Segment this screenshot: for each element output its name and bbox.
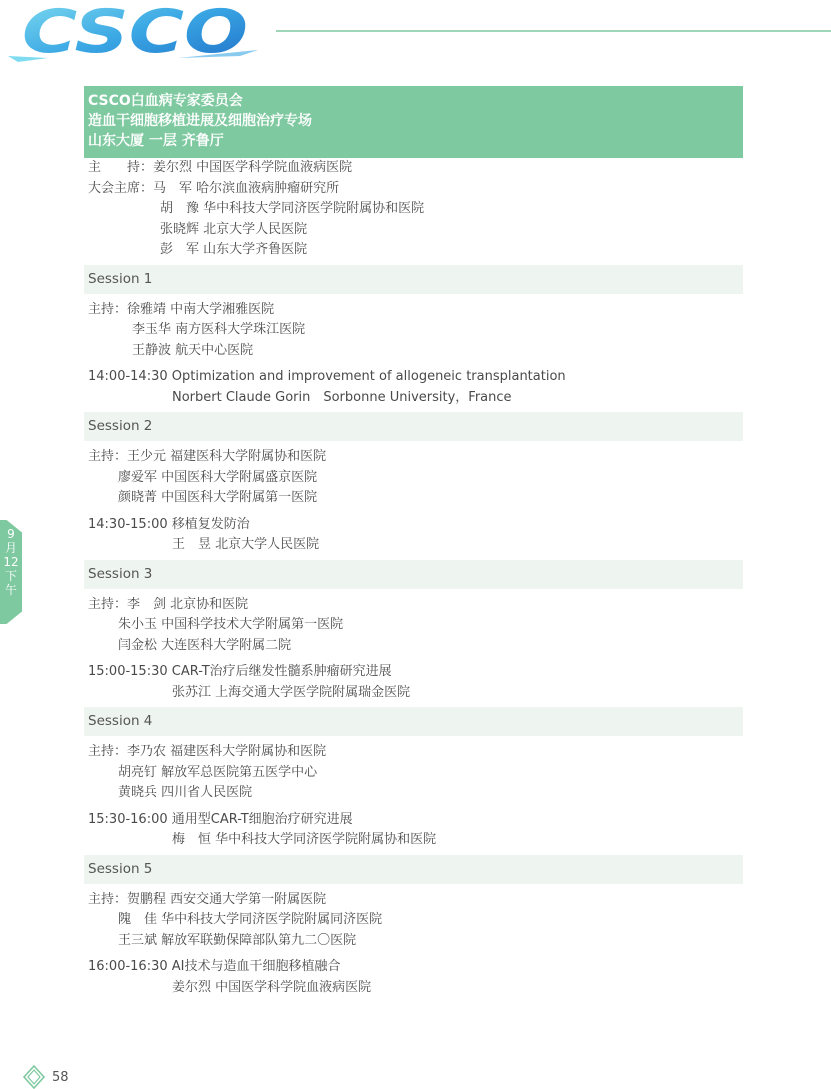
session-title-block: [84, 86, 743, 158]
program-content: [84, 158, 743, 998]
talk-title: 通用型CAR-T细胞治疗研究进展: [171, 811, 353, 827]
committee-title: CSCO白血病专家委员会: [88, 93, 243, 109]
conf-chair-line: 大会主席：马 军 哈尔滨血液病肿瘤研究所: [88, 180, 340, 196]
moderator: 王三斌 解放军联勤保障部队第九二〇医院: [118, 932, 357, 948]
moderator: 王少元 福建医科大学附属协和医院: [127, 449, 327, 464]
talk-time: 14:00-14:30: [88, 369, 168, 384]
talk-title: 移植复发防治: [171, 516, 250, 532]
moderator: 李乃农 福建医科大学附属协和医院: [127, 744, 327, 759]
moderator: 徐雅靖 中南大学湘雅医院: [127, 301, 275, 317]
session-moderators: 主持：贺鹏程 西安交通大学第一附属医院 隗 佳 华中科技大学同济医学院附属同济医院 王三斌 解放军联勤保障部队第九二〇医院 16:00-16:30 AI技术与造血干细胞移植融合 姜尔烈 中国医学科学院血液病医院: [84, 890, 743, 999]
session-moderators: 主持：李 剑 北京协和医院 朱小玉 中国科学技术大学附属第一医院 闫金松 大连医科大学附属二院 15:00-15:30 CAR-T治疗后继发性髓系肿瘤研究进展 张苏江 上海交通大学医学院附属瑞金医院: [84, 595, 743, 704]
host-line: 主 持：姜尔烈 中国医学科学院血液病医院: [88, 160, 353, 175]
talk-title: AI技术与造血干细胞移植融合: [171, 959, 341, 974]
conf-chair-line: 胡 豫 华中科技大学同济医学院附属协和医院: [160, 201, 425, 216]
session-moderators: 主持：王少元 福建医科大学附属协和医院 廖爱军 中国医科大学附属盛京医院 颜晓菁 中国医科大学附属第一医院 14:30-15:00 移植复发防治 王 昱 北京大学人民医院: [84, 447, 743, 556]
session-header: Session 1: [84, 265, 743, 294]
speaker: 姜尔烈 中国医学科学院血液病医院: [172, 979, 372, 995]
talk-time: 14:30-15:00: [88, 516, 168, 532]
speaker: 梅 恒 华中科技大学同济医学院附属协和医院: [172, 832, 437, 847]
diamond-leaf-icon: [22, 1065, 46, 1089]
chairs-group: [84, 158, 743, 261]
moderator: 廖爱军 中国医科大学附属盛京医院: [118, 469, 318, 485]
moderator: 王静波 航天中心医院: [132, 342, 254, 358]
talk-line: [88, 662, 743, 683]
session-header: Session 5: [84, 855, 743, 884]
moderator: 朱小玉 中国科学技术大学附属第一医院: [118, 617, 344, 632]
talk-time: 16:00-16:30: [88, 959, 168, 974]
moderator: 颜晓菁 中国医科大学附属第一医院: [118, 490, 318, 505]
talk-time: 15:00-15:30: [88, 664, 168, 679]
talk-title: Optimization and improvement of allogeneic transplantation: [171, 369, 566, 384]
talk-line: [88, 515, 743, 536]
moderator: 隗 佳 华中科技大学同济医学院附属同济医院: [118, 912, 383, 927]
session-moderators: 主持：李乃农 福建医科大学附属协和医院 胡亮钉 解放军总医院第五医学中心 黄晓兵 四川省人民医院 15:30-16:00 通用型CAR-T细胞治疗研究进展 梅 恒 华中科技大学同济医学院附属协和医院: [84, 742, 743, 851]
moderator: 闫金松 大连医科大学附属二院: [118, 637, 292, 653]
talk-line: [88, 957, 743, 978]
moderator: 李玉华 南方医科大学珠江医院: [132, 322, 306, 337]
svg-text:CSCO: CSCO: [22, 0, 249, 62]
date-side-label: 9 月 12 下 午: [3, 527, 19, 597]
page-number: 58: [52, 1070, 69, 1085]
session-header: Session 3: [84, 560, 743, 589]
session-topic: 造血干细胞移植进展及细胞治疗专场: [88, 113, 312, 129]
talk-line: [88, 810, 743, 831]
moderator: 胡亮钉 解放军总医院第五医学中心: [118, 764, 318, 780]
moderator: 黄晓兵 四川省人民医院: [118, 785, 253, 800]
venue: 山东大厦 一层 齐鲁厅: [88, 133, 224, 149]
csco-logo: [8, 0, 258, 62]
speaker: Norbert Claude Gorin Sorbonne University，France: [172, 389, 512, 405]
moderator: 李 剑 北京协和医院: [127, 596, 249, 612]
speaker: 张苏江 上海交通大学医学院附属瑞金医院: [172, 684, 411, 700]
moderator: 贺鹏程 西安交通大学第一附属医院: [127, 891, 327, 907]
session-header: Session 2: [84, 412, 743, 441]
session-header: Session 4: [84, 707, 743, 736]
conf-chair-line: 张晓辉 北京大学人民医院: [160, 221, 308, 237]
session-moderators: 主持：徐雅靖 中南大学湘雅医院 李玉华 南方医科大学珠江医院 王静波 航天中心医院 14:00-14:30 Optimization and improvement of allogeneic transplantation Norbert Claude Gorin Sorbonne University，France: [84, 300, 743, 409]
speaker: 王 昱 北京大学人民医院: [172, 537, 320, 552]
talk-title: CAR-T治疗后继发性髓系肿瘤研究进展: [171, 664, 392, 679]
talk-time: 15:30-16:00: [88, 811, 168, 827]
header-rule: [276, 30, 831, 32]
conf-chair-line: 彭 军 山东大学齐鲁医院: [160, 242, 308, 257]
talk-line: [88, 367, 743, 388]
